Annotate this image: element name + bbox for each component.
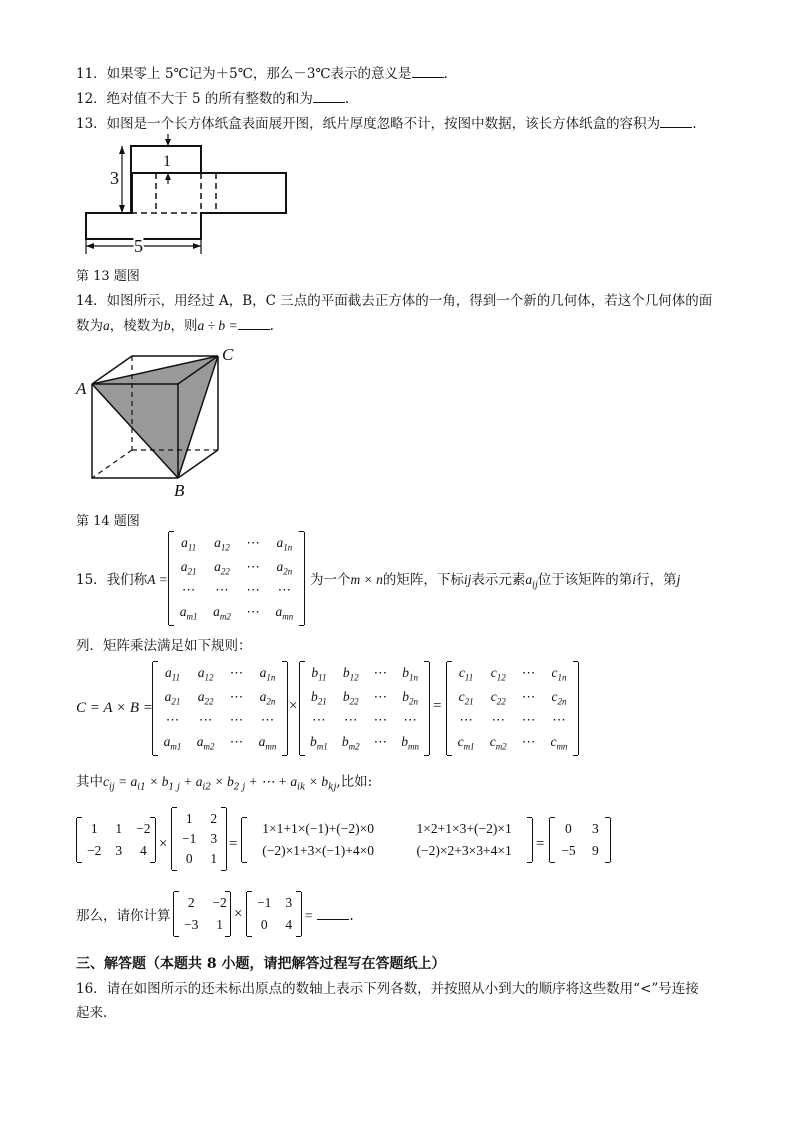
matrix-cell: (−2)×1+3×(−1)+4×0 <box>262 843 375 858</box>
matrix-cell: 2 <box>187 895 195 910</box>
matrix-cell: 1×2+1×3+(−2)×1 <box>416 821 512 836</box>
matrix-c: $c_{11}$ $c_{12}$ ⋯ $c_{1n}$ $c_{21}$ $c_{22}$ ⋯ $c_{2n}$ ⋯ ⋯ ⋯ ⋯ $c_{m1}$ $c_{m2}$ ⋯ $c_{mn}$ <box>446 662 579 755</box>
matrix-cell: 1 <box>115 821 123 836</box>
matrix-b: $b_{11}$ $b_{12}$ ⋯ $b_{1n}$ $b_{21}$ $b_{22}$ ⋯ $b_{2n}$ ⋯ ⋯ ⋯ ⋯ $b_{m1}$ $b_{m2}$ ⋯ $b_{mn}$ <box>299 662 430 755</box>
figure-14-caption: 第 14 题图 <box>76 514 140 529</box>
matrix-product-label: C = A × B = <box>76 700 153 716</box>
matrix-a: $a_{11}$ $a_{12}$ ⋯ $a_{1n}$ $a_{21}$ $a_{22}$ ⋯ $a_{2n}$ ⋯ ⋯ ⋯ ⋯ $a_{m1}$ $a_{m2}$ ⋯ $a_{mn}$ <box>152 662 288 755</box>
matrix-a-general: $a_{11}$ $a_{12}$ ⋯ $a_{1n}$ $a_{21}$ $a_{22}$ ⋯ $a_{2n}$ ⋯ ⋯ ⋯ ⋯ $a_{m1}$ $a_{m2}$ ⋯ $a_{mn}$ <box>168 532 305 625</box>
example-matrix-3 <box>241 818 533 862</box>
answer-blank[interactable] <box>313 89 345 103</box>
calc-matrix-1 <box>173 892 231 936</box>
matrix-cell: 1 <box>216 917 223 932</box>
label-top: 1 <box>163 153 171 170</box>
matrix-cell: 1 <box>210 851 218 866</box>
question-13: 13．如图是一个长方体纸盒表面展开图，纸片厚度忽略不计，按图中数据，该长方体纸盒的容积为 . <box>76 116 697 132</box>
matrix-cell: 0 <box>565 821 572 836</box>
matrix-cell: 3 <box>115 843 123 858</box>
matrix-cell: 4 <box>285 917 293 932</box>
question-16-line2: 起来. <box>76 1005 108 1021</box>
answer-blank[interactable] <box>412 64 444 78</box>
matrix-cell: −2 <box>87 843 102 858</box>
matrix-cell: −1 <box>257 895 272 910</box>
question-15-desc: 为一个m × n的矩阵，下标ij表示元素$a_{ij}$位于该矩阵的第i行，第j <box>310 572 681 591</box>
question-16-line1: 16．请在如图所示的还未标出原点的数轴上表示下列各数，并按照从小到大的顺序将这些数用“<”号连接 <box>76 981 699 997</box>
question-11: 11．如果零上 5℃记为＋5℃，那么－3℃表示的意义是 . <box>76 66 448 82</box>
example-matrix-4 <box>549 818 611 862</box>
example-matrix-2 <box>171 808 227 870</box>
matrix-cell: 4 <box>139 843 147 858</box>
matrix-cell: 9 <box>592 843 599 858</box>
matrix-cell: 2 <box>210 811 218 826</box>
label-height: 3 <box>110 168 119 188</box>
question-15-prefix: 15．我们称A = <box>76 572 168 588</box>
calc-matrix-2 <box>246 892 302 936</box>
question-15-line2: 列．矩阵乘法满足如下规则： <box>76 638 252 654</box>
matrix-cell: −5 <box>561 843 576 858</box>
matrix-cell: −2 <box>136 821 151 836</box>
matrix-cell: −3 <box>184 917 199 932</box>
answer-blank[interactable] <box>660 114 692 128</box>
matrix-cell: 1 <box>90 821 98 836</box>
vertex-c: C <box>222 345 234 364</box>
matrix-cell: 3 <box>210 831 218 846</box>
box-net-figure <box>76 134 291 259</box>
matrix-cell: 3 <box>592 821 599 836</box>
question-14-line2: 数为a，棱数为b，则a ÷ b = . <box>76 318 274 334</box>
answer-blank[interactable] <box>317 906 349 920</box>
question-12: 12．绝对值不大于 5 的所有整数的和为 . <box>76 91 350 107</box>
vertex-a: A <box>76 379 87 398</box>
matrix-cell: 0 <box>185 851 193 866</box>
cij-formula: 其中$c_{ij} = a_{i1} \times b_{1 j} + a_{i2} \times b_{2 j}$ + ⋯ + $a_{ik} \times b_{kj}$,比如: <box>76 774 373 793</box>
matrix-cell: (−2)×2+3×3+4×1 <box>416 843 512 858</box>
section-heading: 三、解答题（本题共 8 小题，请把解答过程写在答题纸上） <box>76 956 446 972</box>
label-width: 5 <box>134 236 143 256</box>
question-12-text: 12．绝对值不大于 5 的所有整数的和为 <box>76 91 313 107</box>
matrix-cell: 0 <box>260 917 268 932</box>
matrix-cell: −1 <box>182 831 197 846</box>
figure-13-caption: 第 13 题图 <box>76 269 140 284</box>
calc-prompt: 那么，请你计算 <box>76 908 171 924</box>
matrix-cell: −2 <box>212 895 227 910</box>
cube-figure <box>74 344 244 500</box>
example-matrix-1 <box>76 818 156 862</box>
matrix-cell: 1×1+1×(−1)+(−2)×0 <box>262 821 375 836</box>
matrix-cell: 3 <box>285 895 293 910</box>
question-13-text: 13．如图是一个长方体纸盒表面展开图，纸片厚度忽略不计，按图中数据，该长方体纸盒的容积为 <box>76 116 661 132</box>
question-14-line1: 14．如图所示，用经过 A，B，C 三点的平面截去正方体的一角，得到一个新的几何体，若这个几何体的面 <box>76 293 713 309</box>
vertex-b: B <box>174 481 185 500</box>
question-11-text: 11．如果零上 5℃记为＋5℃，那么－3℃表示的意义是 <box>76 66 412 82</box>
matrix-cell: 1 <box>185 811 193 826</box>
answer-blank[interactable] <box>238 316 270 330</box>
